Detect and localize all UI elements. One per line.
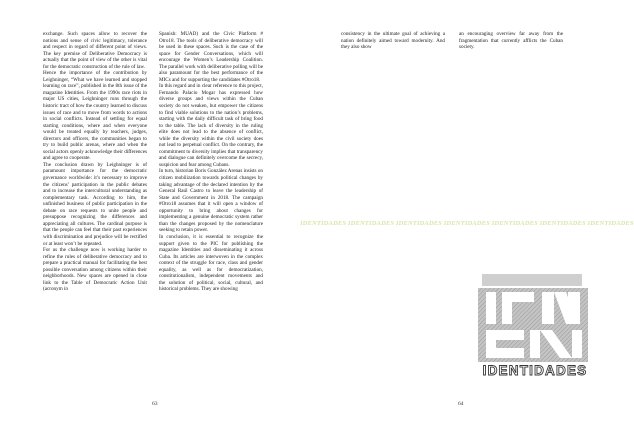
paragraph: consistency in the ultimate goal of achieving a nation definitely aimed toward modernity. And they also show: [341, 31, 445, 51]
page-number: 64: [458, 401, 464, 407]
right-page-column-1: [341, 31, 445, 51]
page-number: 63: [152, 401, 158, 407]
paragraph: In this regard and in clear reference to this project, Fernando Palacio Mogar has expressed how diverse groups and views within the Cuban society do not weaken, but empower the citizens to find viable solutions to the nation’s problems, starting with the daily difficult task of bring food to the table. The lack of diversity in the ruling elite does not lead to the absence of conflict, while the diversity within the civil society does not lead to perpetual conflict. On the contrary, the commitment to diversity implies that transparency and dialogue can definitely overcome the secrecy, suspicion and fear among Cubans.: [159, 83, 263, 168]
right-page: [300, 0, 634, 424]
paragraph: For us the challenge now is working harder to refine the rules of deliberative democracy and to prepare a practical manual for facilitating the best possible conversation among citizens within their neighborhoods. New spaces are opened in close link to the Table of Democratic Action Unit (acronym in: [43, 247, 147, 293]
paragraph: In turn, historian Boris González Arenas insists on citizen mobilization towards political changes by taking advantage of the declared intention by the General Raúl Castro to leave the leadership of State and Government in 2018. The campaign #Otro18 assumes that it will open a window of opportunity to bring about changes for implementing a genuine democratic system rather than the changes proposed by the nomenclature seeking to retain power.: [159, 168, 263, 234]
paragraph: an encouraging overview far away from the fragmentation that currently afflicts the Cuban society.: [459, 31, 563, 51]
paragraph: The conclusion drawn by Leighninger is of paramount importance for the democratic governance worldwide: it’s necessary to improve the citizens’ participation in the public debates and to increase the intercultural understanding as complementary task. According to him, the unfinished business of public participation in the debate on race requests to unite people and presuppose recognizing the differences and appreciating all cultures. The cardinal purpose is that the people can feel that their past experiences with discrimination and prejudice will be rectified or at least won’t be repeated.: [43, 161, 147, 247]
left-page-column-2: [159, 31, 263, 293]
paragraph: Hence the importance of the contribution by Leighninger, “What we have learned and stopped learning on race”, published in the 8th issue of the magazine Identities. From the 1990s race riots in major US cities, Leighninger runs through the historic tract of how the country learned to discuss issues of race and to move from words to actions in social conflicts. Instead of settling for equal starting conditions, where and when everyone would be treated equally by teachers, judges, directors and officers, the communities began to try to build public arenas, where and when the social actors openly acknowledge their differences and agree to cooperate.: [43, 70, 147, 162]
paragraph: In conclusion, it is essential to recognize the support given to the PIC for publishing the magazine Identities and disseminating it across Cuba. Its articles are interwoven in the complex context of the struggle for race, class and gender equality, as well as for democratization, constitutionalism, independent movements and the solution of political, social, cultural, and historical problems. They are showing: [159, 233, 263, 293]
left-page: [0, 0, 300, 424]
identidades-logo: [472, 268, 598, 380]
right-page-column-2: [459, 31, 563, 51]
paragraph: Spanish: MUAD) and the Civic Platform # Otro18. The tools of deliberative democracy will be used in these spaces. Such is the case of the space for Gender Conversations, which will encourage the Women’s Leadership Coalition. The parallel work with deliberative polling will be also paramount for the best performance of the MICs and for supporting the candidates #Otro18.: [159, 31, 263, 83]
identidades-ribbon: IDENTIDADES IDENTIDADES IDENTIDADES IDENTIDADES IDENTIDADES IDENTIDADES IDENTIDADES: [300, 220, 634, 227]
paragraph: exchange. Such spaces allow to recover the notions and sense of civic legitimacy, tolerance and respect in regard of different point of views. The key premise of Deliberative Democracy is actually that the point of view of the other is vital for the democratic construction of the rule of law.: [43, 31, 147, 70]
logo-wordmark: IDENTIDADES: [482, 363, 588, 378]
left-page-column-1: [43, 31, 147, 293]
logo-graphic-icon: [472, 268, 598, 364]
